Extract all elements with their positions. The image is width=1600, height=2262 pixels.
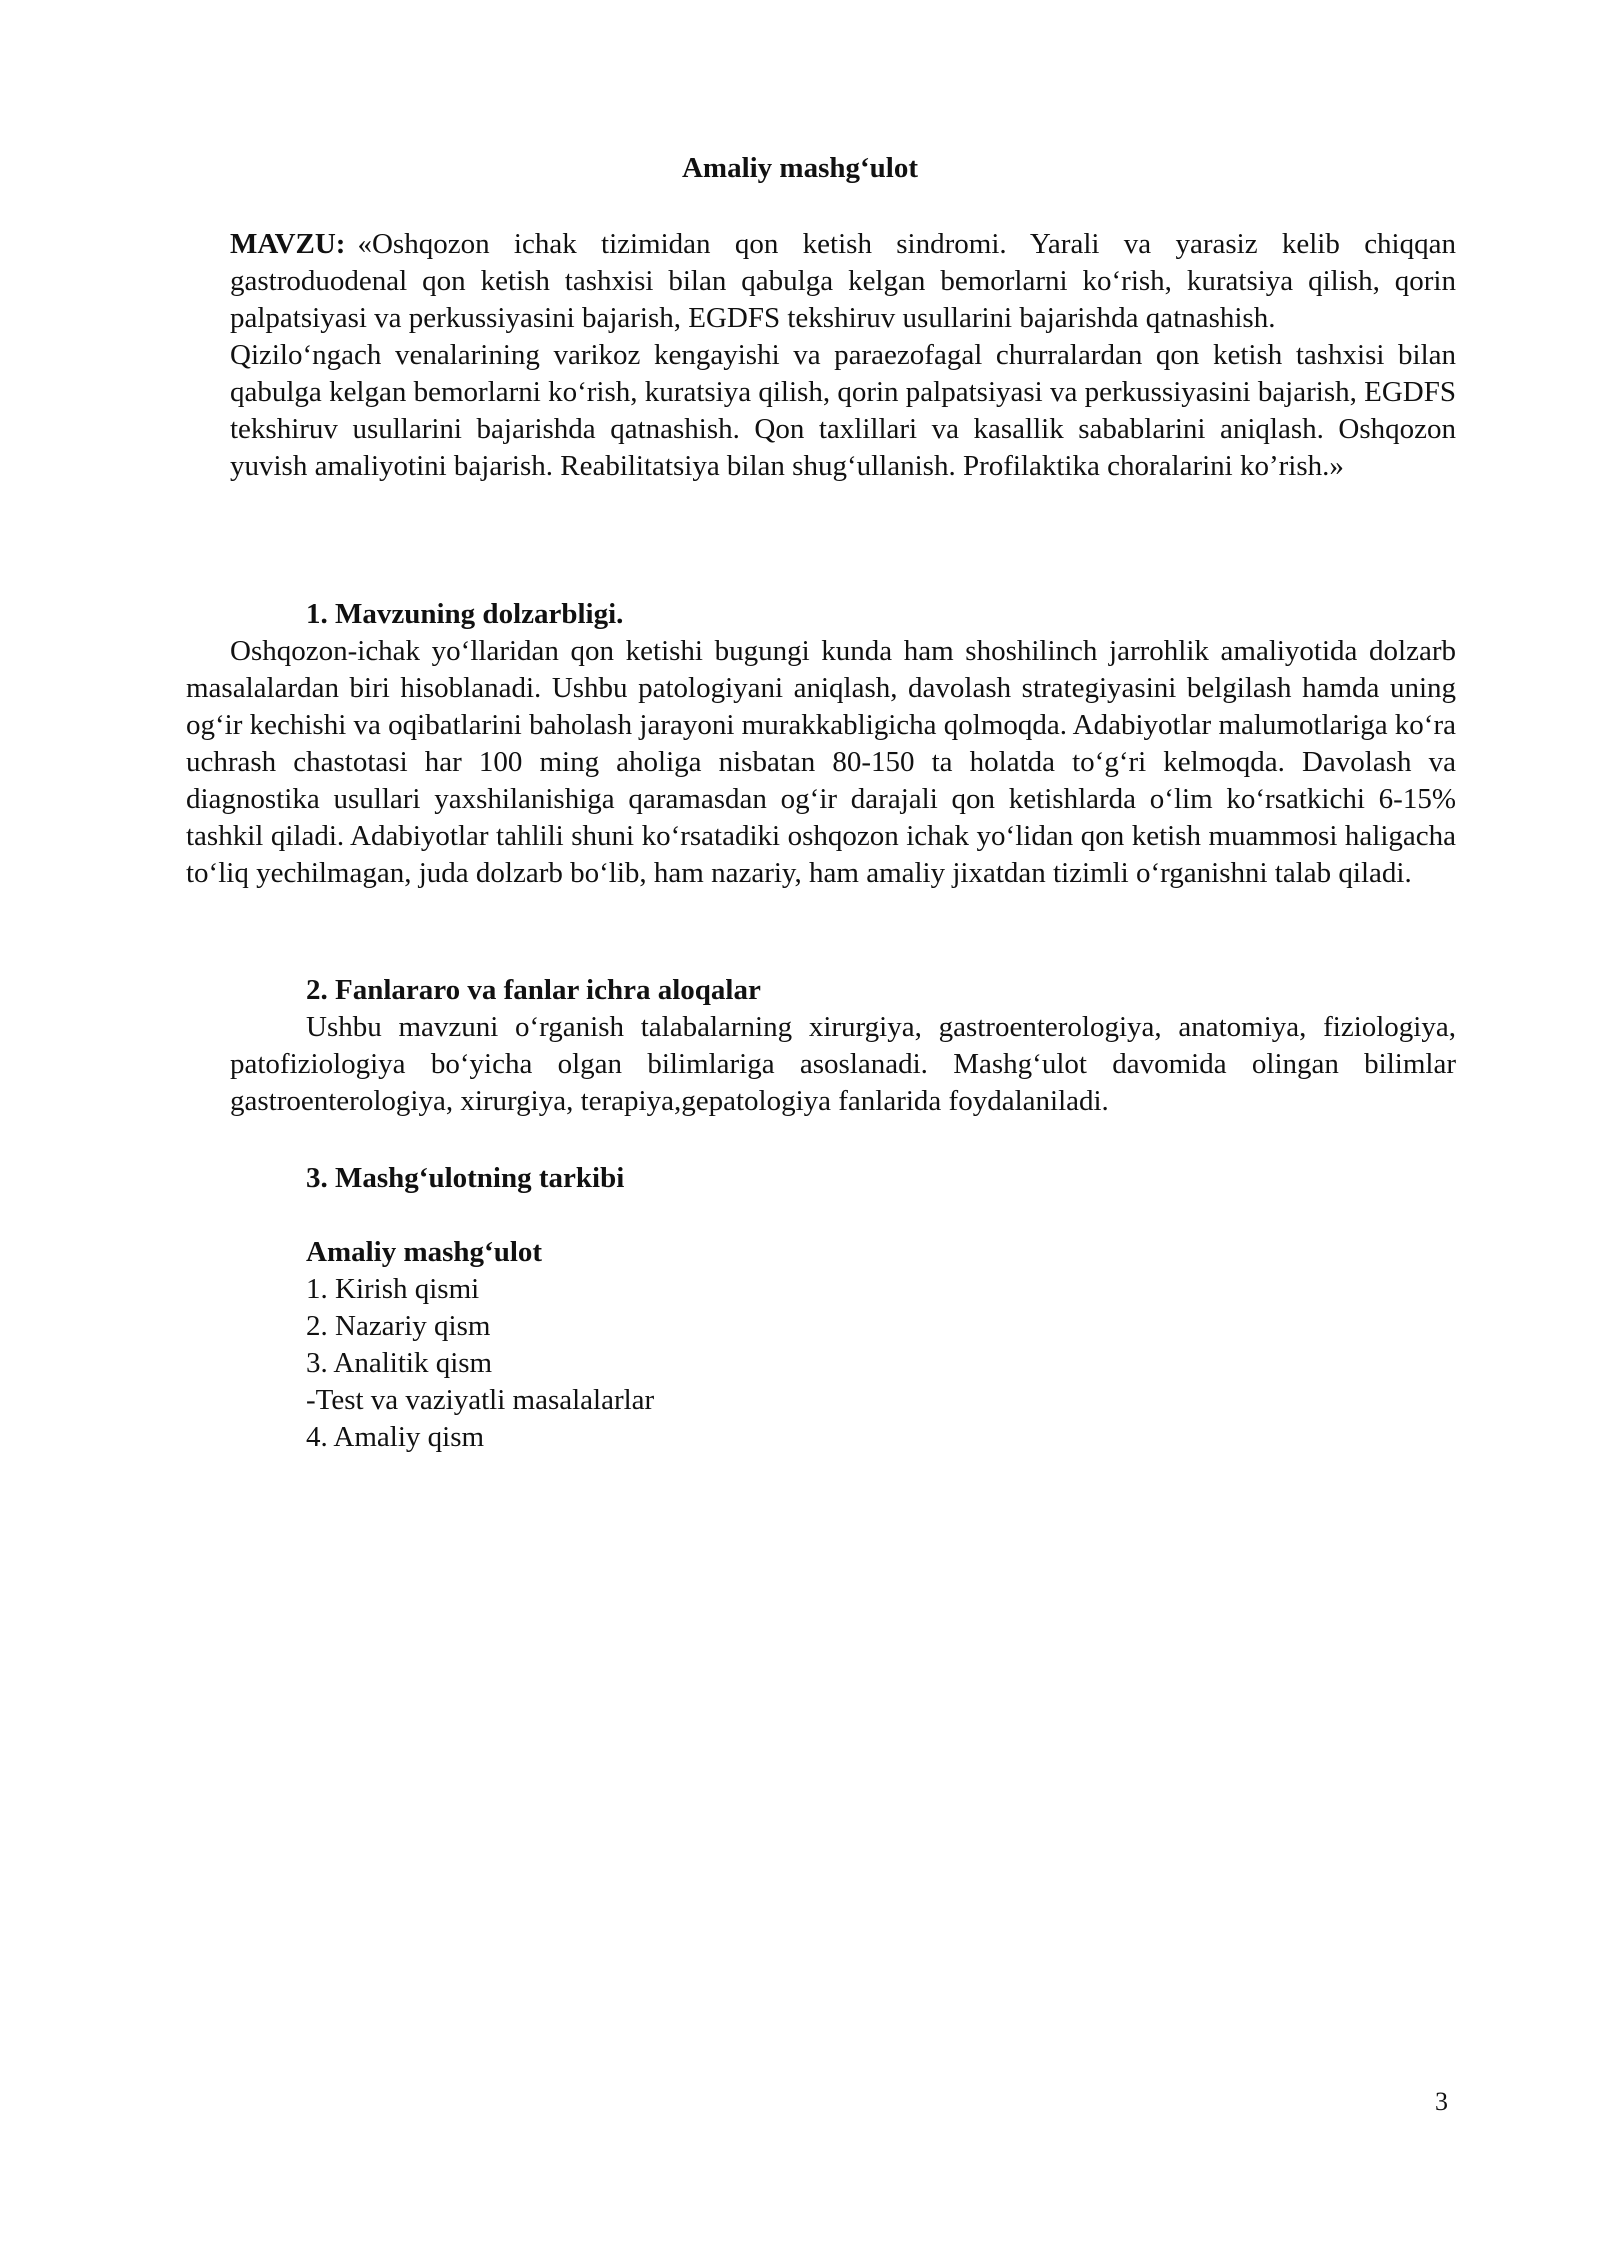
list-item: -Test va vaziyatli masalalarlar [306, 1384, 655, 1416]
topic-text-1: «Oshqozon ichak tizimidan qon ketish sindromi. Yarali va yarasiz kelib chiqqan gastroduodenal qon ketish tashxisi bilan qabulga kelgan bemorlarni ko‘rish, kuratsiya qilish, qorin palpatsiyasi va perkussiyasini bajarish, EGDFS tekshiruv usullarini bajarishda qatnashish. [230, 228, 1456, 334]
topic-paragraph-2: Qizilo‘ngach venalarining varikoz kengayishi va paraezofagal churralardan qon ketish tashxisi bilan qabulga kelgan bemorlarni ko‘rish, kuratsiya qilish, qorin palpatsiyasi va perkussiyasini bajarish, EGDFS tekshiruv usullarini bajarishda qatnashish. Qon taxlillari va kasallik sabablarini aniqlash. Oshqozon yuvish amaliyotini bajarish. Reabilitatsiya bilan shug‘ullanish. Profilaktika choralarini ko’rish.» [230, 339, 1456, 482]
section-3-subheading: Amaliy mashg‘ulot [306, 1236, 543, 1268]
topic-label: MAVZU: [230, 228, 346, 260]
list-item: 3. Analitik qism [306, 1347, 493, 1379]
section-2-body: Ushbu mavzuni o‘rganish talabalarning xirurgiya, gastroenterologiya, anatomiya, fiziologiya, patofiziologiya bo‘yicha olgan bilimlariga asoslanadi. Mashg‘ulot davomida olingan bilimlar gastroenterologiya, xirurgiya, terapiya,gepatologiya fanlarida foydalaniladi. [230, 1011, 1456, 1117]
section-3-heading: 3. Mashg‘ulotning tarkibi [306, 1162, 625, 1194]
contents-list [306, 1271, 1456, 1456]
section-1-heading: 1. Mavzuning dolzarbligi. [306, 598, 624, 630]
topic-paragraph-1 [230, 226, 1456, 337]
list-item: 4. Amaliy qism [306, 1421, 485, 1453]
topic-block [230, 226, 1456, 485]
page-title: Amaliy mashg‘ulot [681, 152, 919, 184]
section-2-heading: 2. Fanlararo va fanlar ichra aloqalar [306, 974, 761, 1006]
list-item: 2. Nazariy qism [306, 1310, 491, 1342]
list-item: 1. Kirish qismi [306, 1273, 480, 1305]
section-relevance [186, 596, 1456, 892]
page-number: 3 [1435, 2087, 1448, 2116]
section-1-body: Oshqozon-ichak yo‘llaridan qon ketishi bugungi kunda ham shoshilinch jarrohlik amaliyotida dolzarb masalalardan biri hisoblanadi. Ushbu patologiyani aniqlash, davolash strategiyasini belgilash hamda uning og‘ir kechishi va oqibatlarini baholash jarayoni murakkabligicha qolmoqda. Adabiyotlar malumotlariga ko‘ra uchrash chastotasi har 100 ming aholiga nisbatan 80-150 ta holatda to‘g‘ri kelmoqda. Davolash va diagnostika usullari yaxshilanishiga qaramasdan og‘ir darajali qon ketishlarda o‘lim ko‘rsatkichi 6-15% tashkil qiladi. Adabiyotlar tahlili shuni ko‘rsatadiki oshqozon ichak yo‘lidan qon ketish muammosi haligacha to‘liq yechilmagan, juda dolzarb bo‘lib, ham nazariy, ham amaliy jixatdan tizimli o‘rganishni talab qiladi. [186, 635, 1456, 889]
section-interdisciplinary [230, 972, 1456, 1120]
section-contents [306, 1160, 1456, 1456]
